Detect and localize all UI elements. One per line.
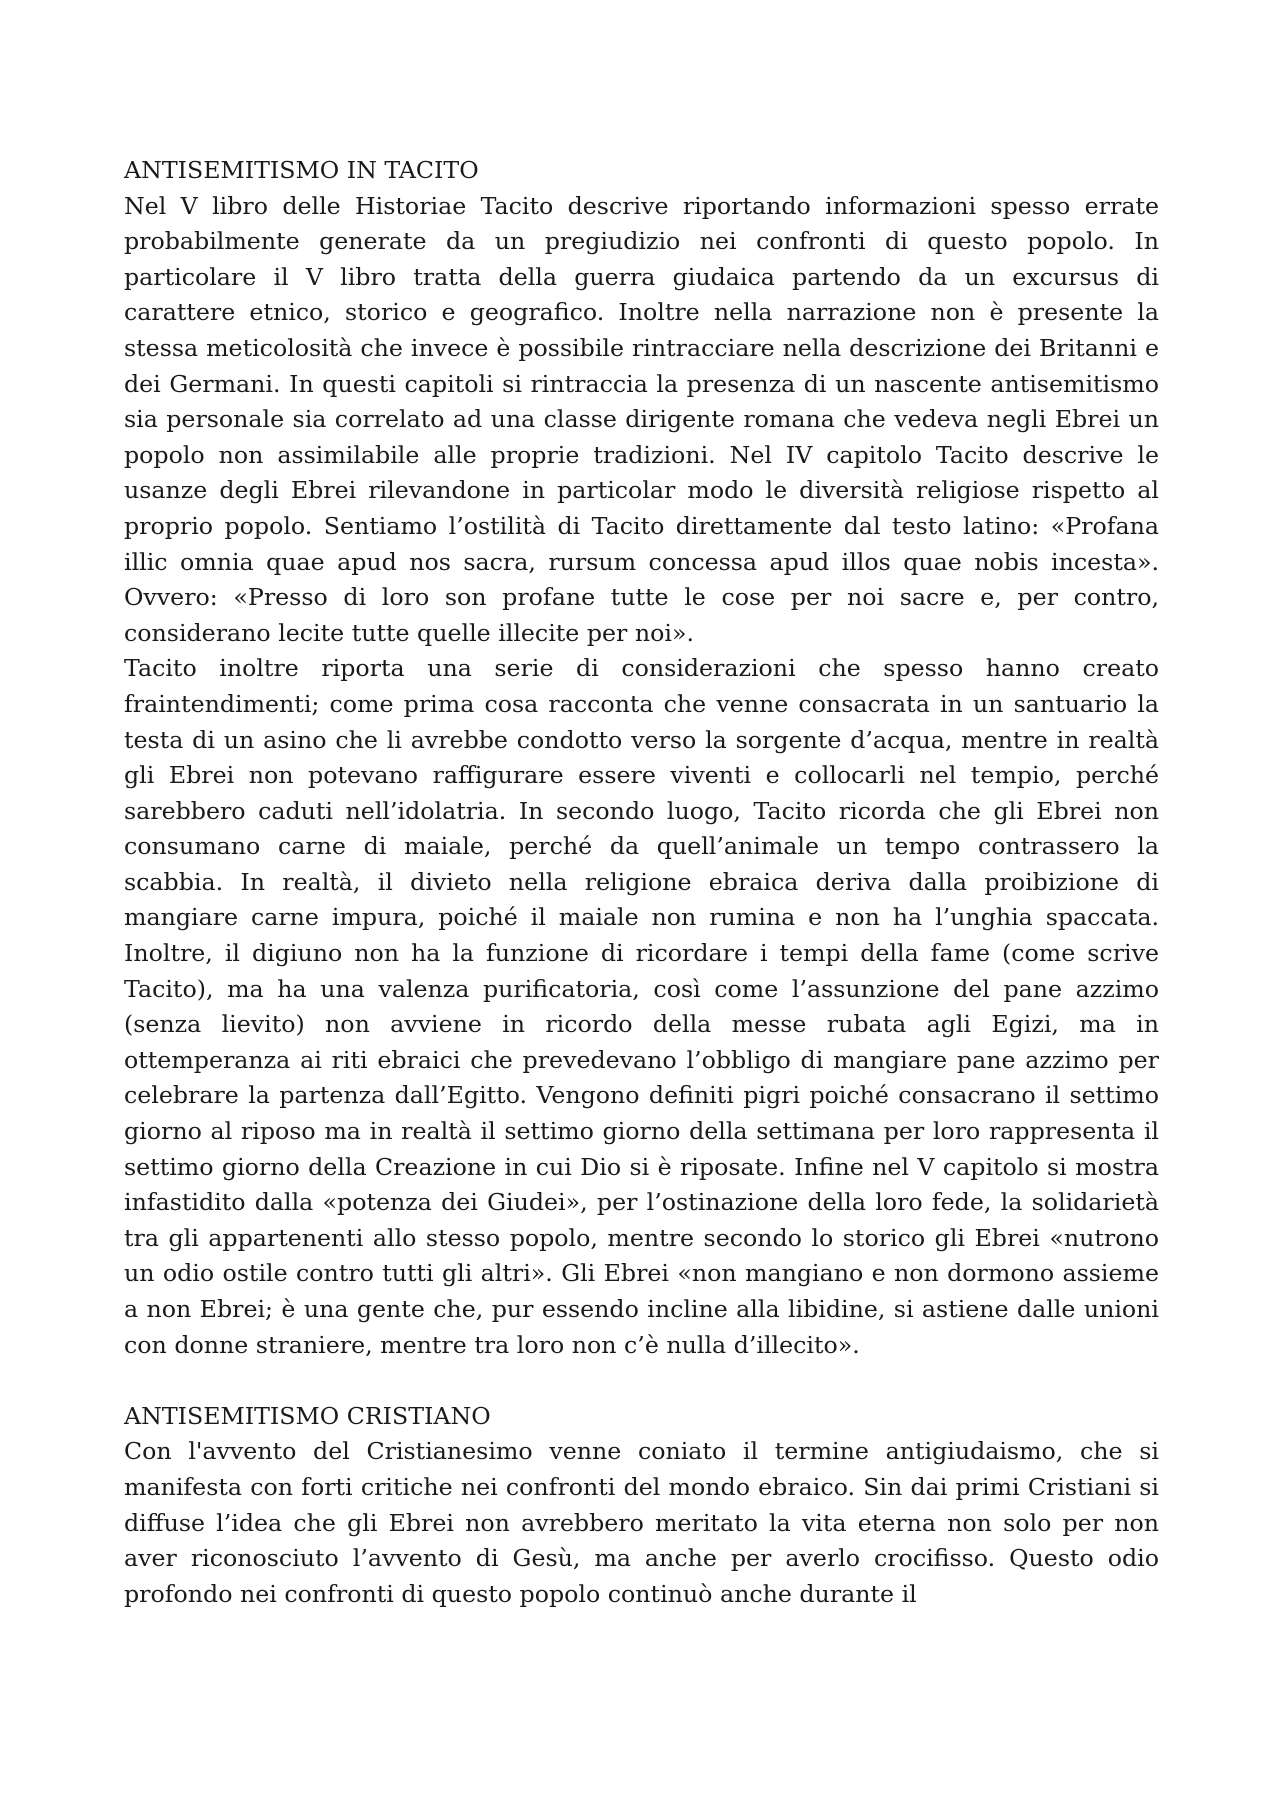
section-tacito: [124, 153, 1159, 1363]
section-title: ANTISEMITISMO CRISTIANO: [124, 1401, 491, 1430]
section-spacer: [124, 1363, 1159, 1399]
paragraph: Tacito inoltre riporta una serie di considerazioni che spesso hanno creato fraintendimenti; come prima cosa racconta che venne consacrata in un santuario la testa di un asino che li avrebbe condotto verso la sorgente d’acqua, mentre in realtà gli Ebrei non potevano raffigurare essere viventi e collocarli nel tempio, perché sarebbero caduti nell’idolatria. In secondo luogo, Tacito ricorda che gli Ebrei non consumano carne di maiale, perché da quell’animale un tempo contrassero la scabbia. In realtà, il divieto nella religione ebraica deriva dalla proibizione di mangiare carne impura, poiché il maiale non rumina e non ha l’unghia spaccata. Inoltre, il digiuno non ha la funzione di ricordare i tempi della fame (come scrive Tacito), ma ha una valenza purificatoria, così come l’assunzione del pane azzimo (senza lievito) non avviene in ricordo della messe rubata agli Egizi, ma in ottemperanza ai riti ebraici che prevedevano l’obbligo di mangiare pane azzimo per celebrare la partenza dall’Egitto. Vengono definiti pigri poiché consacrano il settimo giorno al riposo ma in realtà il settimo giorno della settimana per loro rappresenta il settimo giorno della Creazione in cui Dio si è riposate. Infine nel V capitolo si mostra infastidito dalla «potenza dei Giudei», per l’ostinazione della loro fede, la solidarietà tra gli appartenenti allo stesso popolo, mentre secondo lo storico gli Ebrei «nutrono un odio ostile contro tutti gli altri». Gli Ebrei «non mangiano e non dormono assieme a non Ebrei; è una gente che, pur essendo incline alla libidine, si astiene dalle unioni con donne straniere, mentre tra loro non c’è nulla d’illecito».: [124, 654, 1159, 1359]
paragraph: Nel V libro delle Historiae Tacito descrive riportando informazioni spesso errate probabilmente generate da un pregiudizio nei confronti di questo popolo. In particolare il V libro tratta della guerra giudaica partendo da un excursus di carattere etnico, storico e geografico. Inoltre nella narrazione non è presente la stessa meticolosità che invece è possibile rintracciare nella descrizione dei Britanni e dei Germani. In questi capitoli si rintraccia la presenza di un nascente antisemitismo sia personale sia correlato ad una classe dirigente romana che vedeva negli Ebrei un popolo non assimilabile alle proprie tradizioni. Nel IV capitolo Tacito descrive le usanze degli Ebrei rilevandone in particolar modo le diversità religiose rispetto al proprio popolo. Sentiamo l’ostilità di Tacito direttamente dal testo latino: «Profana illic omnia quae apud nos sacra, rursum concessa apud illos quae nobis incesta». Ovvero: «Presso di loro son profane tutte le cose per noi sacre e, per contro, considerano lecite tutte quelle illecite per noi».: [124, 191, 1159, 647]
document-page: [124, 153, 1159, 1612]
section-cristiano: [124, 1399, 1159, 1613]
paragraph: Con l'avvento del Cristianesimo venne coniato il termine antigiudaismo, che si manifesta con forti critiche nei confronti del mondo ebraico. Sin dai primi Cristiani si diffuse l’idea che gli Ebrei non avrebbero meritato la vita eterna non solo per non aver riconosciuto l’avvento di Gesù, ma anche per averlo crocifisso. Questo odio profondo nei confronti di questo popolo continuò anche durante il: [124, 1437, 1159, 1608]
section-title: ANTISEMITISMO IN TACITO: [124, 156, 479, 184]
